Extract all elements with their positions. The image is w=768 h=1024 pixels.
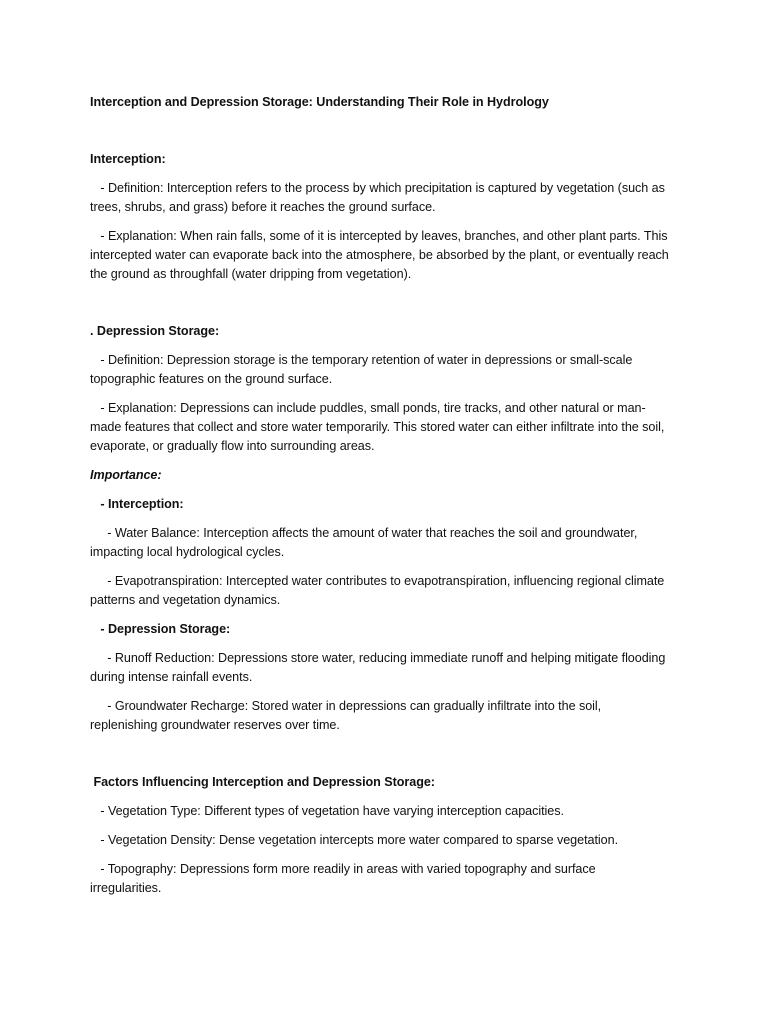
vegetation-type-item: - Vegetation Type: Different types of vegetation have varying interception capacities. bbox=[90, 804, 564, 818]
interception-explanation: - Explanation: When rain falls, some of it is intercepted by leaves, branches, and other plant parts. This intercepted water can evaporate back into the atmosphere, be absorbed by the plant, or eventually reach the ground as throughfall (water dripping from vegetation). bbox=[90, 229, 673, 281]
importance-depression-label: - Depression Storage: bbox=[90, 622, 231, 636]
groundwater-recharge-item: - Groundwater Recharge: Stored water in depressions can gradually infiltrate into the soil, replenishing groundwater reserves over time. bbox=[90, 699, 605, 732]
factors-heading: Factors Influencing Interception and Depression Storage: bbox=[90, 775, 435, 789]
interception-definition: - Definition: Interception refers to the process by which precipitation is captured by vegetation (such as trees, shrubs, and grass) before it reaches the ground surface. bbox=[90, 181, 669, 214]
evapotranspiration-item: - Evapotranspiration: Intercepted water contributes to evapotranspiration, influencing regional climate patterns and vegetation dynamics. bbox=[90, 574, 668, 607]
document-title: Interception and Depression Storage: Understanding Their Role in Hydrology bbox=[90, 95, 549, 109]
depression-storage-heading: . Depression Storage: bbox=[90, 324, 220, 338]
topography-item: - Topography: Depressions form more readily in areas with varied topography and surface irregularities. bbox=[90, 862, 600, 895]
interception-heading: Interception: bbox=[90, 152, 166, 166]
importance-interception-label: - Interception: bbox=[90, 497, 184, 511]
importance-heading: Importance: bbox=[90, 468, 162, 482]
runoff-reduction-item: - Runoff Reduction: Depressions store water, reducing immediate runoff and helping mitigate flooding during intense rainfall events. bbox=[90, 651, 669, 684]
document-body bbox=[90, 93, 673, 898]
depression-storage-definition: - Definition: Depression storage is the temporary retention of water in depressions or small-scale topographic features on the ground surface. bbox=[90, 353, 636, 386]
water-balance-item: - Water Balance: Interception affects the amount of water that reaches the soil and groundwater, impacting local hydrological cycles. bbox=[90, 526, 641, 559]
depression-storage-explanation: - Explanation: Depressions can include puddles, small ponds, tire tracks, and other natural or man-made features that collect and store water temporarily. This stored water can either infiltrate into the soil, evaporate, or gradually flow into surrounding areas. bbox=[90, 401, 668, 453]
vegetation-density-item: - Vegetation Density: Dense vegetation intercepts more water compared to sparse vegetation. bbox=[90, 833, 619, 847]
